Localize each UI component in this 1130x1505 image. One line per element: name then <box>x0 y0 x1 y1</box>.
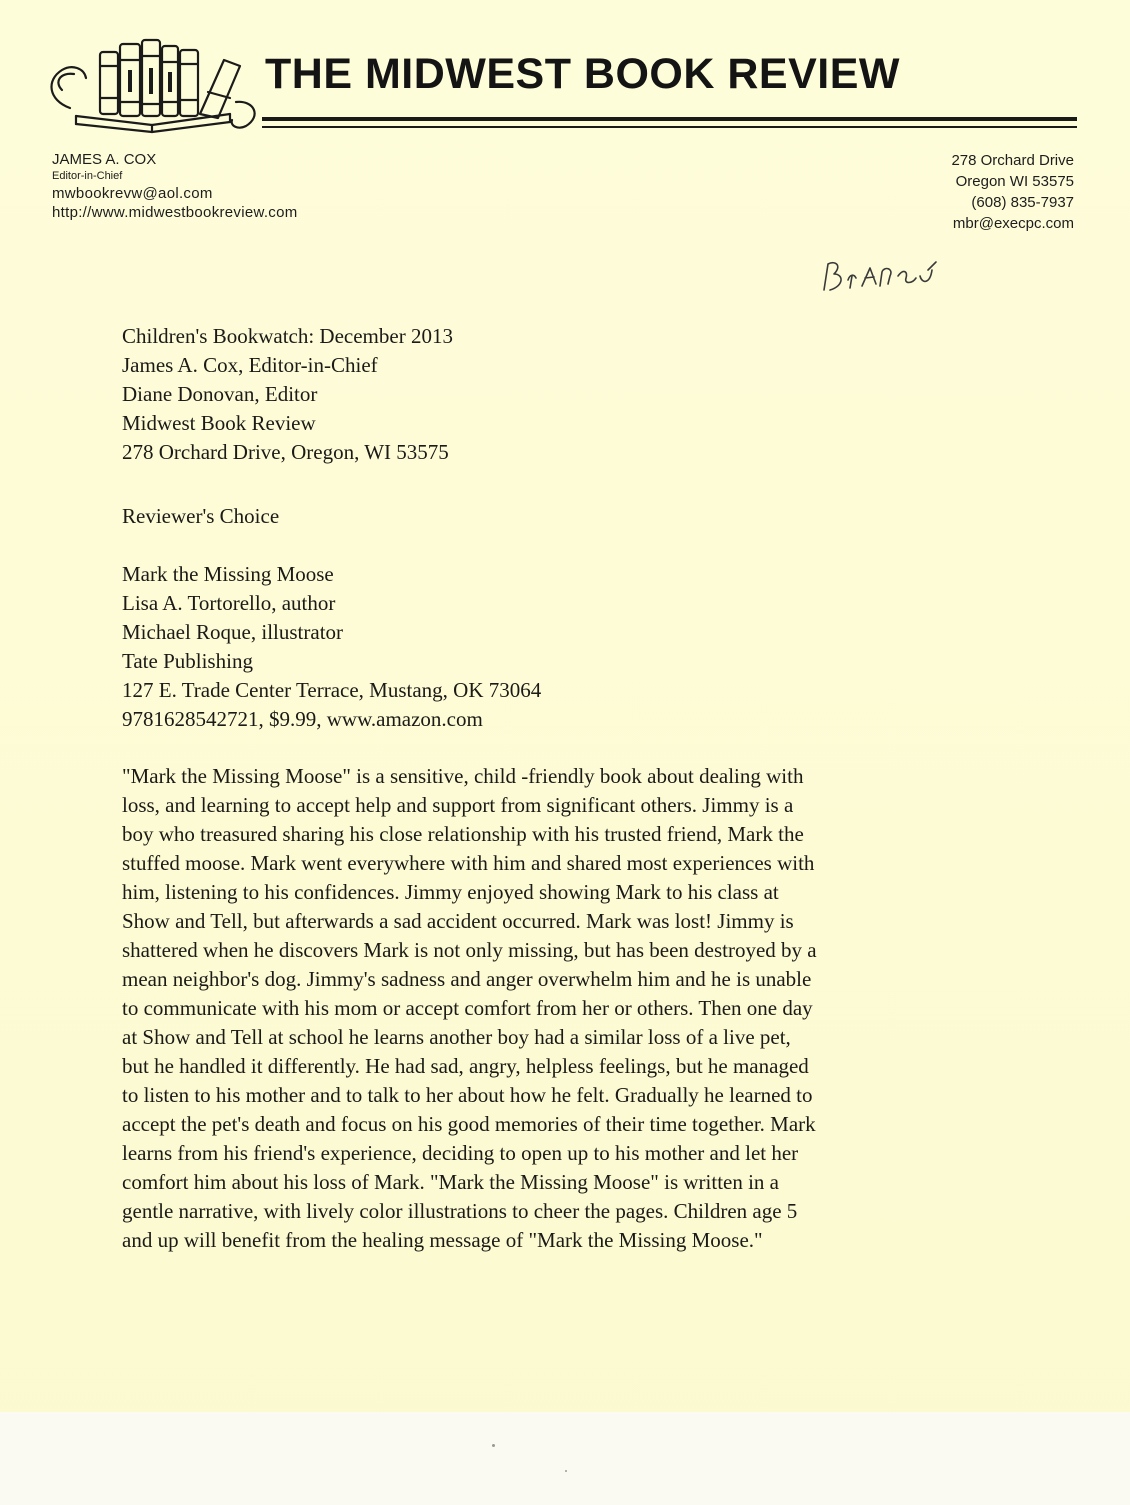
header-line: Midwest Book Review <box>122 411 316 435</box>
book-title: Mark the Missing Moose <box>122 562 334 586</box>
header-line: James A. Cox, Editor-in-Chief <box>122 353 378 377</box>
review-line: at Show and Tell at school he learns another boy had a similar loss of a live pet, <box>122 1025 791 1049</box>
header-line: Children's Bookwatch: December 2013 <box>122 324 453 348</box>
header-line: 278 Orchard Drive, Oregon, WI 53575 <box>122 440 449 464</box>
book-info-block <box>122 560 541 734</box>
handwritten-signature <box>818 250 948 300</box>
editor-role: Editor-in-Chief <box>52 170 123 182</box>
editor-website-link[interactable]: http://www.midwestbookreview.com <box>52 204 298 221</box>
review-line: shattered when he discovers Mark is not only missing, but has been destroyed by a <box>122 938 817 962</box>
scan-speck <box>492 1444 495 1447</box>
editor-contact-block <box>52 150 298 222</box>
review-line: boy who treasured sharing his close relationship with his trusted friend, Mark the <box>122 822 804 846</box>
editor-email-link[interactable]: mwbookrevw@aol.com <box>52 185 213 202</box>
review-line: and up will benefit from the healing message of "Mark the Missing Moose." <box>122 1228 763 1252</box>
review-line: but he handled it differently. He had sad, angry, helpless feelings, but he managed <box>122 1054 809 1078</box>
review-paragraph <box>122 762 817 1255</box>
publisher-address: 127 E. Trade Center Terrace, Mustang, OK 73064 <box>122 678 542 702</box>
review-line: loss, and learning to accept help and support from significant others. Jimmy is a <box>122 793 794 817</box>
reviewer-choice-text: Reviewer's Choice <box>122 504 280 528</box>
review-line: learns from his friend's experience, deciding to open up to his mother and let her <box>122 1141 799 1165</box>
review-line: accept the pet's death and focus on his good memories of their time together. Mark <box>122 1112 816 1136</box>
editor-name: JAMES A. COX <box>52 151 157 168</box>
header-line: Diane Donovan, Editor <box>122 382 318 406</box>
review-line: comfort him about his loss of Mark. "Mark the Missing Moose" is written in a <box>122 1170 779 1194</box>
review-line: "Mark the Missing Moose" is a sensitive, child -friendly book about dealing with <box>122 764 804 788</box>
review-line: him, listening to his confidences. Jimmy enjoyed showing Mark to his class at <box>122 880 779 904</box>
masthead-rule-thin <box>262 126 1077 128</box>
book-illustrator: Michael Roque, illustrator <box>122 620 344 644</box>
book-author: Lisa A. Tortorello, author <box>122 591 336 615</box>
masthead-title: THE MIDWEST BOOK REVIEW <box>265 50 900 98</box>
address-contact-block <box>951 150 1074 234</box>
book-publisher: Tate Publishing <box>122 649 253 673</box>
review-line: gentle narrative, with lively color illustrations to cheer the pages. Children age 5 <box>122 1199 798 1223</box>
address-phone: (608) 835-7937 <box>971 194 1074 211</box>
review-line: stuffed moose. Mark went everywhere with him and shared most experiences with <box>122 851 815 875</box>
review-line: Show and Tell, but afterwards a sad accident occurred. Mark was lost! Jimmy is <box>122 909 794 933</box>
address-city: Oregon WI 53575 <box>955 173 1074 190</box>
book-isbn-price: 9781628542721, $9.99, www.amazon.com <box>122 707 483 731</box>
review-line: mean neighbor's dog. Jimmy's sadness and anger overwhelm him and he is unable <box>122 967 812 991</box>
address-email-link[interactable]: mbr@execpc.com <box>952 215 1074 232</box>
masthead-rule-thick <box>262 117 1077 121</box>
review-line: to communicate with his mom or accept comfort from her or others. Then one day <box>122 996 813 1020</box>
review-header-block <box>122 322 453 467</box>
scan-bottom-margin <box>0 1412 1130 1505</box>
address-street: 278 Orchard Drive <box>951 152 1074 169</box>
books-logo-icon <box>40 30 270 140</box>
review-line: to listen to his mother and to talk to her about how he felt. Gradually he learned to <box>122 1083 813 1107</box>
reviewer-choice-label <box>122 502 279 531</box>
scan-speck <box>565 1470 567 1472</box>
